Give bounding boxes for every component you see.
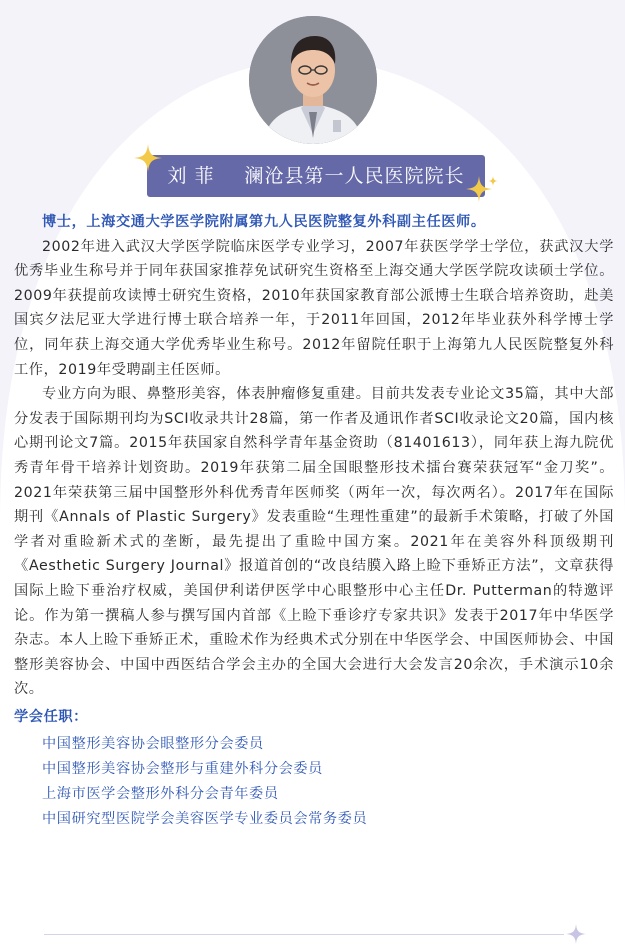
sparkle-icon	[134, 144, 162, 172]
list-item: 上海市医学会整形外科分会青年委员	[42, 785, 279, 802]
bio-paragraph: 2002年进入武汉大学医学院临床医学专业学习，2007年获医学学士学位，获武汉大学优秀毕业生称号并于同年获国家推荐免试研究生资格至上海交通大学医学院攻读硕士学位。2009年获提前攻读博士研究生资格，2010年获国家教育部公派博士生联合培养资助，赴美国宾夕法尼亚大学进行博士联合培养一年，于2011年回国，2012年毕业获外科学博士学位，同年获上海交通大学优秀毕业生称号。2012年留院任职于上海第九人民医院整复外科工作，2019年受聘副主任医师。	[14, 238, 614, 378]
bio-paragraph: 专业方向为眼、鼻整形美容，体表肿瘤修复重建。目前共发表专业论文35篇，其中大部分发表于国际期刊均为SCI收录共计28篇，第一作者及通讯作者SCI收录论文20篇，国内核心期刊论文7篇。2015年获国家自然科学青年基金资助（81401613），同年获上海九院优秀青年骨干培养计划资助。2019年获第二届全国眼整形技术擂台赛荣获冠军“金刀奖”。2021年荣获第三届中国整形外科优秀青年医师奖（两年一次，每次两名）。2017年在国际期刊《Annals of Plastic Surgery》发表重睑“生理性重建”的最新手术策略，打破了外国学者对重睑新术式的垄断，最先提出了重睑中国方案。2021年在美容外科顶级期刊《Aesthetic Surgery Journal》报道首创的“改良结膜入路上睑下垂矫正方法”，文章获得国际上睑下垂治疗权威，美国伊利诺伊医学中心眼整形中心主任Dr. Putterman的特邀评论。作为第一撰稿人参与撰写国内首部《上睑下垂诊疗专家共识》发表于2017年中华医学杂志。本人上睑下垂矫正术，重睑术作为经典术式分别在中华医学会、中国医师协会、中国整形美容协会、中国中西医结合学会主办的全国大会进行大会发言20余次，手术演示10余次。	[14, 386, 614, 698]
doctor-title: 澜沧县第一人民医院院长	[244, 165, 465, 187]
list-item: 中国整形美容协会眼整形分会委员	[42, 735, 264, 752]
sparkle-icon	[488, 176, 498, 186]
bio-content	[14, 210, 614, 832]
positions-heading: 学会任职：	[14, 708, 88, 725]
sparkle-icon	[566, 924, 586, 944]
headline: 博士，上海交通大学医学院附属第九人民医院整复外科副主任医师。	[42, 214, 486, 230]
list-item: 中国研究型医院学会美容医学专业委员会常务委员	[42, 810, 368, 827]
list-item: 中国整形美容协会整形与重建外科分会委员	[42, 760, 323, 777]
divider	[44, 934, 564, 935]
name-title-banner	[147, 155, 485, 197]
doctor-name: 刘 菲	[167, 165, 215, 187]
positions-list	[14, 732, 614, 832]
avatar	[249, 16, 377, 144]
